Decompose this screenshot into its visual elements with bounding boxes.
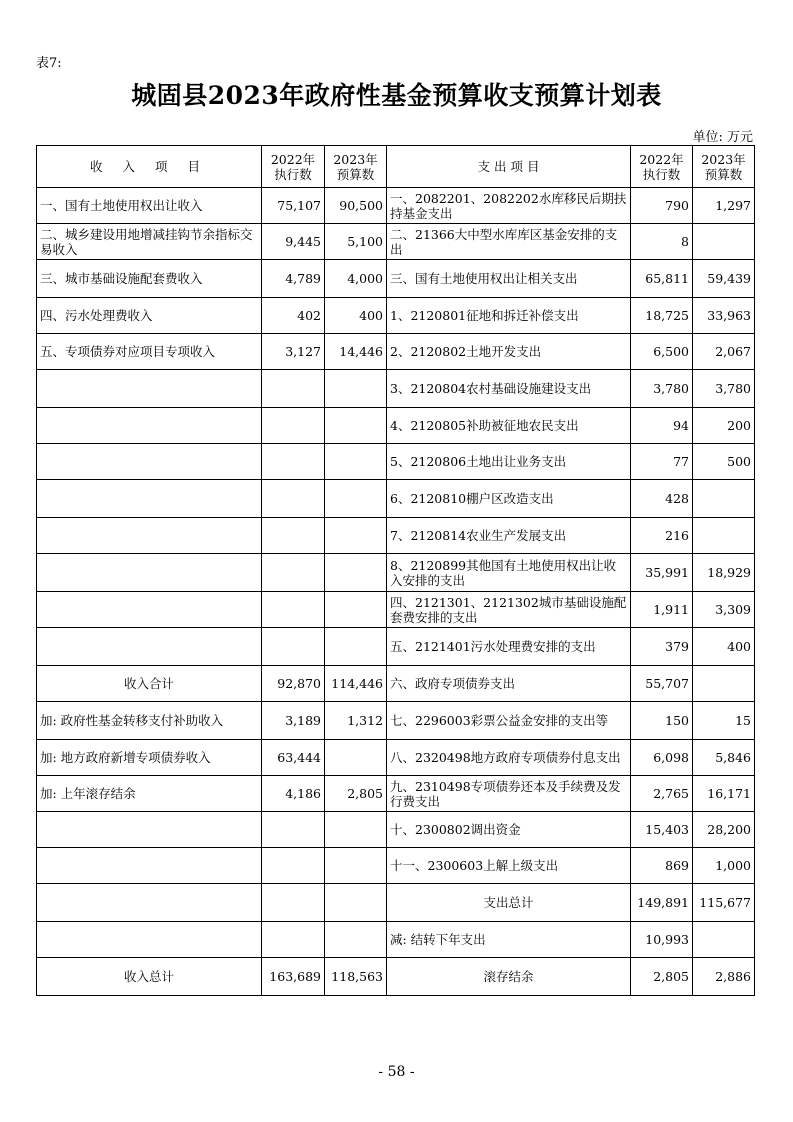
table-row — [37, 518, 755, 554]
expense-item-cell: 5、2120806土地出让业务支出 — [387, 444, 631, 480]
table-row — [37, 666, 755, 702]
expense-2023-cell: 3,309 — [693, 592, 755, 628]
income-2023-cell — [325, 922, 387, 958]
page-number: - 58 - — [378, 1064, 415, 1080]
income-item-cell: 三、城市基础设施配套费收入 — [37, 260, 262, 298]
income-item-cell — [37, 518, 262, 554]
expense-2022-cell: 94 — [631, 408, 693, 444]
income-item-cell: 五、专项债券对应项目专项收入 — [37, 334, 262, 370]
table-row — [37, 922, 755, 958]
income-2023-cell: 1,312 — [325, 702, 387, 740]
income-2023-cell — [325, 848, 387, 884]
table-label: 表7: — [36, 56, 62, 71]
expense-item-cell: 五、2121401污水处理费安排的支出 — [387, 628, 631, 666]
expense-item-cell: 三、国有土地使用权出让相关支出 — [387, 260, 631, 298]
expense-2023-cell: 33,963 — [693, 298, 755, 334]
expense-2022-cell: 6,098 — [631, 740, 693, 776]
expense-2022-cell: 869 — [631, 848, 693, 884]
table-row — [37, 592, 755, 628]
budget-table — [36, 145, 755, 996]
income-2023-cell: 4,000 — [325, 260, 387, 298]
income-2022-cell: 4,186 — [262, 776, 325, 812]
expense-item-cell: 六、政府专项债券支出 — [387, 666, 631, 702]
expense-2022-cell: 3,780 — [631, 370, 693, 408]
income-2022-cell: 402 — [262, 298, 325, 334]
income-item-cell — [37, 408, 262, 444]
expense-2023-cell: 500 — [693, 444, 755, 480]
expense-2022-cell: 2,765 — [631, 776, 693, 812]
income-2023-cell — [325, 812, 387, 848]
expense-2023-cell: 28,200 — [693, 812, 755, 848]
table-row — [37, 958, 755, 996]
table-row — [37, 298, 755, 334]
expense-2022-cell: 216 — [631, 518, 693, 554]
expense-2023-cell: 16,171 — [693, 776, 755, 812]
expense-2022-cell: 65,811 — [631, 260, 693, 298]
expense-2023-cell: 15 — [693, 702, 755, 740]
table-row — [37, 444, 755, 480]
income-2023-cell — [325, 408, 387, 444]
expense-2022-cell: 35,991 — [631, 554, 693, 592]
table-row — [37, 740, 755, 776]
income-item-cell: 二、城乡建设用地增减挂钩节余指标交易收入 — [37, 224, 262, 260]
table-row — [37, 370, 755, 408]
expense-2023-cell: 2,067 — [693, 334, 755, 370]
expense-2023-cell: 59,439 — [693, 260, 755, 298]
expense-2022-cell: 77 — [631, 444, 693, 480]
income-item-cell: 收入合计 — [37, 666, 262, 702]
expense-2022-cell: 55,707 — [631, 666, 693, 702]
expense-2023-cell: 18,929 — [693, 554, 755, 592]
expense-2022-cell: 15,403 — [631, 812, 693, 848]
header-income-2023: 2023年 预算数 — [325, 146, 387, 188]
table-row — [37, 554, 755, 592]
header-expense-item: 支 出 项 目 — [387, 146, 631, 188]
table-body — [37, 188, 755, 996]
expense-2023-cell: 200 — [693, 408, 755, 444]
expense-2022-cell: 150 — [631, 702, 693, 740]
expense-item-cell: 滚存结余 — [387, 958, 631, 996]
expense-2022-cell: 790 — [631, 188, 693, 224]
expense-item-cell: 十、2300802调出资金 — [387, 812, 631, 848]
table-header-row — [37, 146, 755, 188]
income-2023-cell: 2,805 — [325, 776, 387, 812]
expense-2023-cell — [693, 922, 755, 958]
expense-2023-cell: 400 — [693, 628, 755, 666]
income-2022-cell: 63,444 — [262, 740, 325, 776]
income-2022-cell — [262, 922, 325, 958]
unit-label: 单位: 万元 — [692, 130, 753, 145]
income-item-cell — [37, 884, 262, 922]
table-row — [37, 188, 755, 224]
income-item-cell: 加: 政府性基金转移支付补助收入 — [37, 702, 262, 740]
income-2023-cell: 90,500 — [325, 188, 387, 224]
income-2023-cell — [325, 480, 387, 518]
expense-2023-cell — [693, 480, 755, 518]
income-2022-cell — [262, 592, 325, 628]
expense-item-cell: 4、2120805补助被征地农民支出 — [387, 408, 631, 444]
income-2022-cell — [262, 628, 325, 666]
income-2022-cell — [262, 884, 325, 922]
income-2023-cell — [325, 518, 387, 554]
income-2022-cell: 92,870 — [262, 666, 325, 702]
income-2022-cell — [262, 848, 325, 884]
expense-item-cell: 3、2120804农村基础设施建设支出 — [387, 370, 631, 408]
income-item-cell — [37, 848, 262, 884]
table-row — [37, 812, 755, 848]
expense-item-cell: 一、2082201、2082202水库移民后期扶持基金支出 — [387, 188, 631, 224]
expense-2022-cell: 2,805 — [631, 958, 693, 996]
expense-item-cell: 2、2120802土地开发支出 — [387, 334, 631, 370]
expense-2022-cell: 1,911 — [631, 592, 693, 628]
expense-2023-cell: 2,886 — [693, 958, 755, 996]
income-2023-cell — [325, 628, 387, 666]
income-2022-cell: 3,189 — [262, 702, 325, 740]
expense-2022-cell: 10,993 — [631, 922, 693, 958]
income-2022-cell — [262, 518, 325, 554]
expense-2022-cell: 149,891 — [631, 884, 693, 922]
expense-2022-cell: 8 — [631, 224, 693, 260]
table-row — [37, 884, 755, 922]
income-2023-cell: 400 — [325, 298, 387, 334]
expense-item-cell: 七、2296003彩票公益金安排的支出等 — [387, 702, 631, 740]
income-2022-cell: 4,789 — [262, 260, 325, 298]
expense-2022-cell: 428 — [631, 480, 693, 518]
income-2022-cell — [262, 408, 325, 444]
income-item-cell: 四、污水处理费收入 — [37, 298, 262, 334]
income-2023-cell: 118,563 — [325, 958, 387, 996]
income-2022-cell — [262, 370, 325, 408]
expense-2023-cell: 1,000 — [693, 848, 755, 884]
income-2022-cell: 3,127 — [262, 334, 325, 370]
expense-item-cell: 减: 结转下年支出 — [387, 922, 631, 958]
header-expense-2023: 2023年 预算数 — [693, 146, 755, 188]
expense-2023-cell — [693, 224, 755, 260]
table-row — [37, 260, 755, 298]
table-row — [37, 224, 755, 260]
income-2022-cell — [262, 812, 325, 848]
income-2023-cell — [325, 554, 387, 592]
expense-item-cell: 四、2121301、2121302城市基础设施配套费安排的支出 — [387, 592, 631, 628]
expense-2022-cell: 18,725 — [631, 298, 693, 334]
income-item-cell: 加: 上年滚存结余 — [37, 776, 262, 812]
page-title: 城固县2023年政府性基金预算收支预算计划表 — [131, 81, 662, 110]
income-2023-cell: 114,446 — [325, 666, 387, 702]
header-income-item: 收 入 项 目 — [37, 146, 262, 188]
income-2023-cell — [325, 884, 387, 922]
income-2022-cell: 9,445 — [262, 224, 325, 260]
income-item-cell: 一、国有土地使用权出让收入 — [37, 188, 262, 224]
income-item-cell — [37, 444, 262, 480]
income-2023-cell — [325, 740, 387, 776]
income-item-cell: 收入总计 — [37, 958, 262, 996]
income-2023-cell — [325, 444, 387, 480]
table-row — [37, 848, 755, 884]
income-item-cell — [37, 628, 262, 666]
expense-item-cell: 十一、2300603上解上级支出 — [387, 848, 631, 884]
income-item-cell — [37, 592, 262, 628]
expense-2023-cell: 115,677 — [693, 884, 755, 922]
expense-2023-cell: 5,846 — [693, 740, 755, 776]
expense-item-cell: 九、2310498专项债券还本及手续费及发行费支出 — [387, 776, 631, 812]
income-2023-cell: 5,100 — [325, 224, 387, 260]
income-2022-cell: 75,107 — [262, 188, 325, 224]
income-2022-cell — [262, 480, 325, 518]
expense-2022-cell: 6,500 — [631, 334, 693, 370]
table-row — [37, 628, 755, 666]
income-2022-cell: 163,689 — [262, 958, 325, 996]
table-row — [37, 702, 755, 740]
income-item-cell — [37, 922, 262, 958]
income-2023-cell — [325, 592, 387, 628]
income-2023-cell — [325, 370, 387, 408]
income-item-cell — [37, 370, 262, 408]
expense-item-cell: 八、2320498地方政府专项债券付息支出 — [387, 740, 631, 776]
income-item-cell — [37, 554, 262, 592]
table-row — [37, 480, 755, 518]
expense-item-cell: 支出总计 — [387, 884, 631, 922]
expense-item-cell: 6、2120810棚户区改造支出 — [387, 480, 631, 518]
table-row — [37, 776, 755, 812]
expense-item-cell: 二、21366大中型水库库区基金安排的支出 — [387, 224, 631, 260]
expense-2023-cell: 1,297 — [693, 188, 755, 224]
expense-2023-cell — [693, 666, 755, 702]
header-income-2022: 2022年 执行数 — [262, 146, 325, 188]
income-item-cell — [37, 480, 262, 518]
expense-2023-cell: 3,780 — [693, 370, 755, 408]
expense-item-cell: 7、2120814农业生产发展支出 — [387, 518, 631, 554]
expense-item-cell: 8、2120899其他国有土地使用权出让收入安排的支出 — [387, 554, 631, 592]
header-expense-2022: 2022年 执行数 — [631, 146, 693, 188]
income-2023-cell: 14,446 — [325, 334, 387, 370]
table-row — [37, 334, 755, 370]
expense-2023-cell — [693, 518, 755, 554]
income-item-cell — [37, 812, 262, 848]
expense-item-cell: 1、2120801征地和拆迁补偿支出 — [387, 298, 631, 334]
income-2022-cell — [262, 444, 325, 480]
income-2022-cell — [262, 554, 325, 592]
income-item-cell: 加: 地方政府新增专项债券收入 — [37, 740, 262, 776]
table-row — [37, 408, 755, 444]
expense-2022-cell: 379 — [631, 628, 693, 666]
